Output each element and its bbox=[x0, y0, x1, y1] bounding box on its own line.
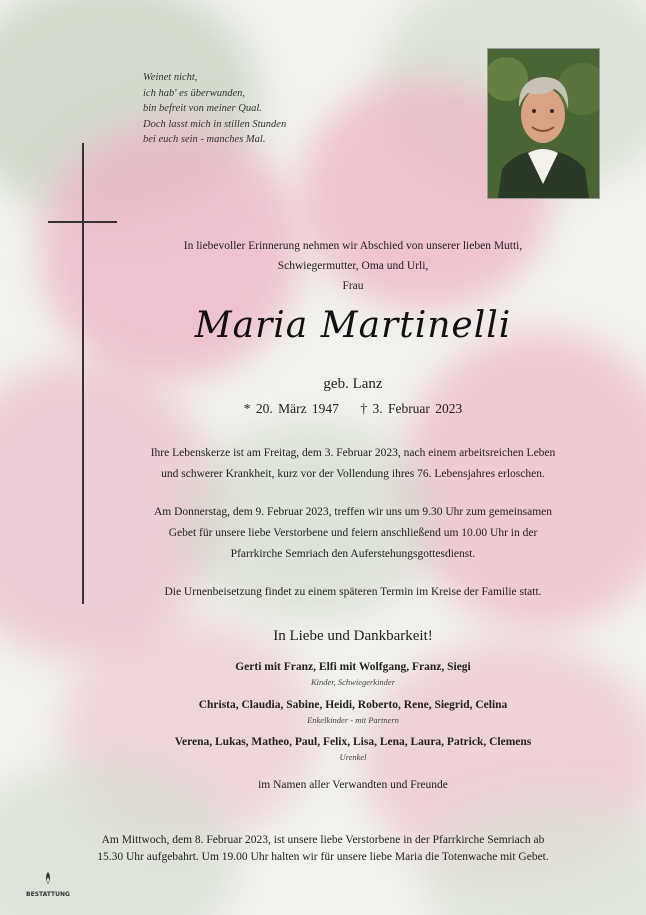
funeral-home-logo bbox=[24, 870, 72, 898]
family-grandchildren: Christa, Claudia, Sabine, Heidi, Roberto, Rene, Siegrid, Celina bbox=[198, 699, 508, 711]
family-relation: Urenkel bbox=[339, 752, 367, 762]
life-dates bbox=[60, 401, 646, 417]
thanks-heading: In Liebe und Dankbarkeit! bbox=[273, 628, 433, 644]
final-notice-line: Am Mittwoch, dem 8. Februar 2023, ist unsere liebe Verstorbene in der Pfarrkirche Semriach ab bbox=[101, 834, 545, 846]
deceased-name: Maria Martinelli bbox=[194, 305, 512, 346]
paragraph-line: Pfarrkirche Semriach den Auferstehungsgottesdienst. bbox=[230, 548, 476, 560]
final-notice-line: 15.30 Uhr aufgebahrt. Um 19.00 Uhr halten wir für unsere liebe Maria die Totenwache mit Gebet. bbox=[97, 851, 549, 863]
family-relation: Kinder, Schwiegerkinder bbox=[310, 677, 396, 687]
urn-paragraph: Die Urnenbeisetzung findet zu einem späteren Termin im Kreise der Familie statt. bbox=[164, 586, 542, 598]
family-children: Gerti mit Franz, Elfi mit Wolfgang, Franz, Siegi bbox=[235, 661, 471, 673]
paragraph-line: Am Donnerstag, dem 9. Februar 2023, treffen wir uns um 9.30 Uhr zum gemeinsamen bbox=[153, 506, 553, 518]
poem bbox=[143, 70, 363, 148]
poem-line: bei euch sein - manches Mal. bbox=[143, 134, 266, 145]
portrait-photo bbox=[487, 48, 600, 199]
candle-flame-icon bbox=[41, 871, 55, 885]
poem-line: Weinet nicht, bbox=[143, 72, 198, 83]
closing-line: im Namen aller Verwandten und Freunde bbox=[258, 779, 448, 791]
maiden-name: geb. Lanz bbox=[323, 376, 383, 392]
intro-text bbox=[60, 236, 646, 296]
intro-line: Frau bbox=[342, 280, 364, 292]
death-notice-paragraph bbox=[60, 443, 646, 485]
paragraph-line: und schwerer Krankheit, kurz vor der Vollendung ihres 76. Lebensjahres erloschen. bbox=[161, 468, 545, 480]
service-paragraph bbox=[60, 502, 646, 565]
birth-date: * 20. März 1947 bbox=[243, 401, 339, 416]
poem-line: Doch lasst mich in stillen Stunden bbox=[143, 118, 287, 130]
family-relation: Enkelkinder - mit Partnern bbox=[307, 715, 399, 725]
poem-line: bin befreit von meiner Qual. bbox=[143, 103, 262, 114]
paragraph-line: Gebet für unsere liebe Verstorbene und feiern anschließend um 10.00 Uhr in der bbox=[168, 527, 538, 539]
portrait-illustration bbox=[488, 49, 599, 198]
poem-line: ich hab' es überwunden, bbox=[143, 87, 245, 99]
paragraph-line: Ihre Lebenskerze ist am Freitag, dem 3. Februar 2023, nach einem arbeitsreichen Leben bbox=[150, 447, 556, 459]
death-date: † 3. Februar 2023 bbox=[360, 401, 463, 416]
intro-line: Schwiegermutter, Oma und Urli, bbox=[277, 260, 429, 272]
final-notice bbox=[0, 832, 646, 866]
intro-line: In liebevoller Erinnerung nehmen wir Abschied von unserer lieben Mutti, bbox=[183, 240, 523, 252]
family-great-grandchildren: Verena, Lukas, Matheo, Paul, Felix, Lisa, Lena, Laura, Patrick, Clemens bbox=[174, 736, 532, 748]
logo-text: BESTATTUNG bbox=[26, 891, 70, 898]
cross-horizontal-bar bbox=[48, 221, 117, 223]
